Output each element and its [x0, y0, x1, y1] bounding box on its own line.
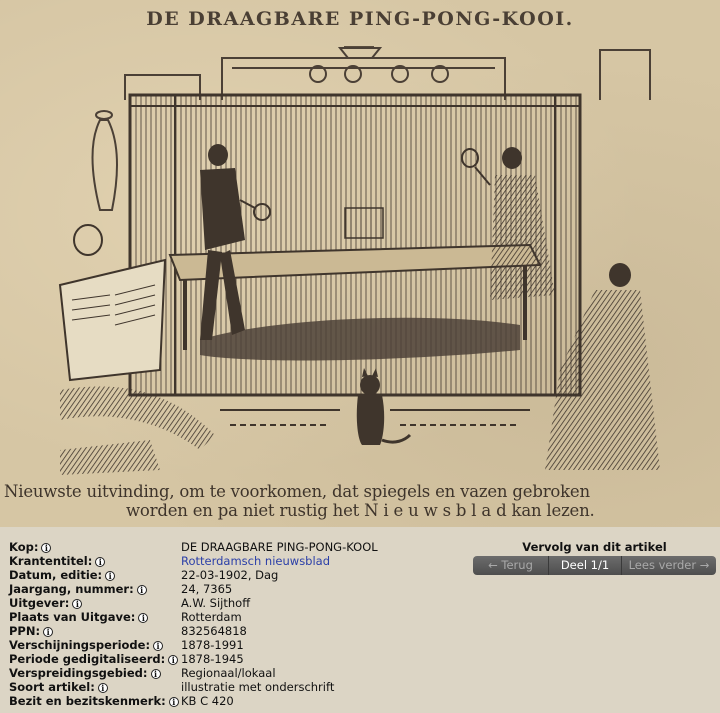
article-continuation	[473, 540, 716, 575]
info-icon[interactable]: i	[169, 697, 179, 707]
meta-label: Verschijningsperiode: i	[9, 638, 163, 652]
info-icon[interactable]: i	[41, 543, 51, 553]
newspaper-title-link[interactable]: Rotterdamsch nieuwsblad	[181, 554, 331, 568]
info-icon[interactable]: i	[95, 557, 105, 567]
info-icon[interactable]: i	[153, 641, 163, 651]
meta-value-periode-gedigitaliseerd: 1878-1945	[181, 652, 244, 666]
meta-value-soort-artikel: illustratie met onderschrift	[181, 680, 335, 694]
meta-label: Uitgever: i	[9, 596, 82, 610]
meta-value-ppn: 832564818	[181, 624, 247, 638]
meta-value-bezit: KB C 420	[181, 694, 234, 708]
meta-value-plaats: Rotterdam	[181, 610, 242, 624]
meta-value-verspreidingsgebied: Regionaal/lokaal	[181, 666, 276, 680]
continuation-title: Vervolg van dit artikel	[522, 540, 667, 554]
meta-label: PPN: i	[9, 624, 53, 638]
info-icon[interactable]: i	[72, 599, 82, 609]
meta-label: Plaats van Uitgave: i	[9, 610, 148, 624]
info-icon[interactable]: i	[151, 669, 161, 679]
info-icon[interactable]: i	[138, 613, 148, 623]
meta-value-datum: 22-03-1902, Dag	[181, 568, 279, 582]
article-metadata-panel	[0, 527, 720, 713]
page-indicator: Deel 1/1	[549, 556, 622, 575]
info-icon[interactable]: i	[168, 655, 178, 665]
meta-value-verschijningsperiode: 1878-1991	[181, 638, 244, 652]
meta-label: Jaargang, nummer: i	[9, 582, 147, 596]
info-icon[interactable]: i	[98, 683, 108, 693]
info-icon[interactable]: i	[105, 571, 115, 581]
info-icon[interactable]: i	[43, 627, 53, 637]
read-more-button[interactable]: Lees verder →	[628, 558, 710, 572]
meta-label: Krantentitel: i	[9, 554, 105, 568]
scan-headline: DE DRAAGBARE PING-PONG-KOOI.	[146, 8, 574, 30]
caption-line-1: Nieuwste uitvinding, om te voorkomen, dat spiegels en vazen gebroken	[4, 482, 590, 501]
ping-pong-cage-illustration	[0, 40, 720, 480]
meta-label: Periode gedigitaliseerd: i	[9, 652, 178, 666]
meta-value-uitgever: A.W. Sijthoff	[181, 596, 251, 610]
meta-label: Bezit en bezitskenmerk: i	[9, 694, 179, 708]
meta-label: Datum, editie: i	[9, 568, 115, 582]
meta-value-kop: DE DRAAGBARE PING-PONG-KOOL	[181, 540, 378, 554]
continuation-nav	[473, 556, 716, 575]
meta-value-jaargang: 24, 7365	[181, 582, 233, 596]
caption-line-2: worden en pa niet rustig het N i e u w s b l a d kan lezen.	[126, 501, 595, 520]
meta-label: Soort artikel: i	[9, 680, 108, 694]
back-button[interactable]: ← Terug	[473, 556, 549, 575]
meta-label: Kop: i	[9, 540, 51, 554]
meta-label: Verspreidingsgebied: i	[9, 666, 161, 680]
info-icon[interactable]: i	[137, 585, 147, 595]
